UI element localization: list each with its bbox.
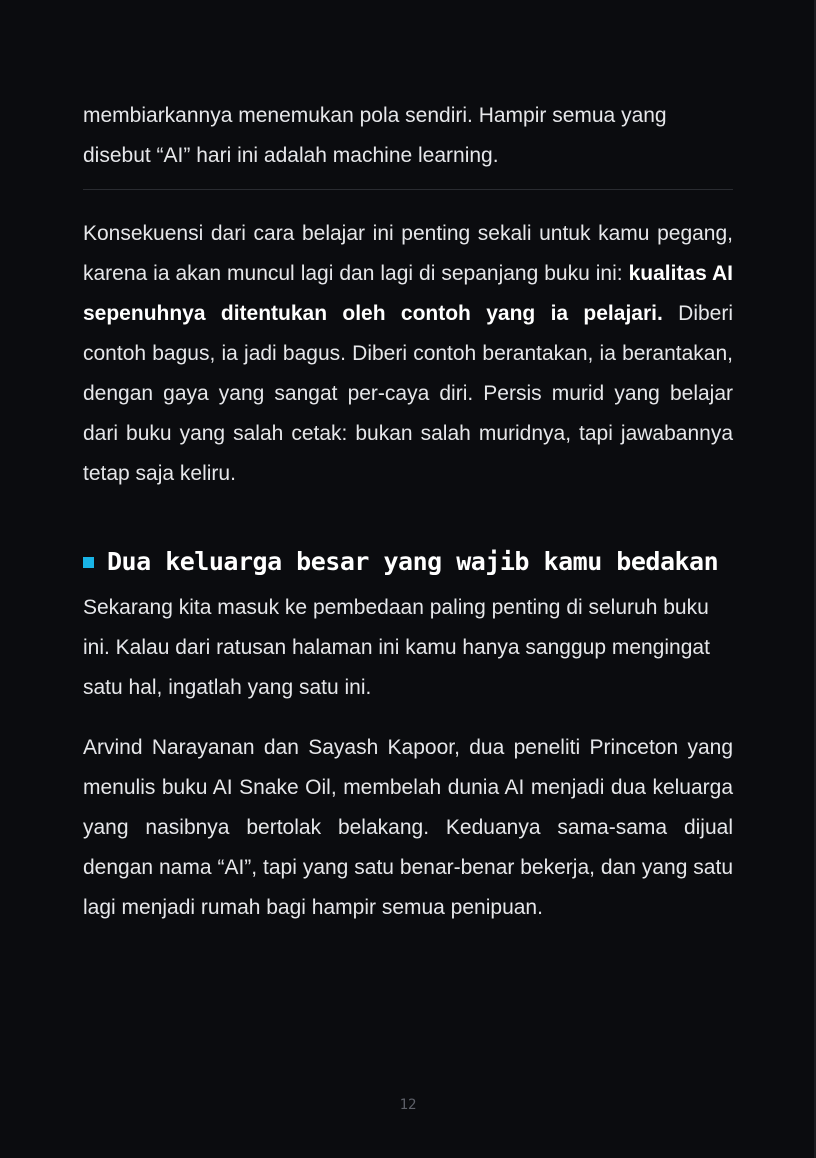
page-number: 12: [399, 1097, 417, 1113]
important-paragraph: Sekarang kita masuk ke pembedaan paling penting di seluruh buku ini. Kalau dari ratusan halaman ini kamu hanya sanggup mengingat satu hal, ingatlah yang satu ini.: [83, 596, 710, 699]
intro-paragraph: membiarkannya menemukan pola sendiri. Hampir semua yang disebut “AI” hari ini adalah machine learning.: [83, 104, 667, 167]
section-divider: [83, 189, 733, 190]
consequence-text-after: Diberi contoh bagus, ia jadi bagus. Diberi contoh berantakan, ia berantakan, dengan gaya yang sangat per-caya diri. Persis murid yang belajar dari buku yang salah cetak: bukan salah muridnya, tapi jawabannya tetap saja keliru.: [83, 302, 734, 485]
section-heading-row: [83, 546, 733, 578]
page-content: [83, 96, 733, 928]
paragraph-gap: [83, 708, 733, 728]
narayanan-paragraph: Arvind Narayanan dan Sayash Kapoor, dua peneliti Princeton yang menulis buku AI Snake Oil, membelah dunia AI menjadi dua keluarga yang nasibnya bertolak belakang. Keduanya sama-sama dijual dengan nama “AI”, tapi yang satu benar-benar bekerja, dan yang satu lagi menjadi rumah bagi hampir semua penipuan.: [83, 736, 733, 919]
section-heading: Dua keluarga besar yang wajib kamu bedakan: [107, 547, 719, 576]
consequence-bold-emphasis: kualitas AI sepenuhnya ditentukan oleh contoh yang ia pelajari.: [83, 262, 733, 325]
consequence-text-before: Konsekuensi dari cara belajar ini penting sekali untuk kamu pegang, karena ia akan muncul lagi dan lagi di sepanjang buku ini:: [83, 222, 733, 285]
consequence-paragraph: [83, 214, 733, 494]
square-bullet-icon: [83, 557, 94, 568]
